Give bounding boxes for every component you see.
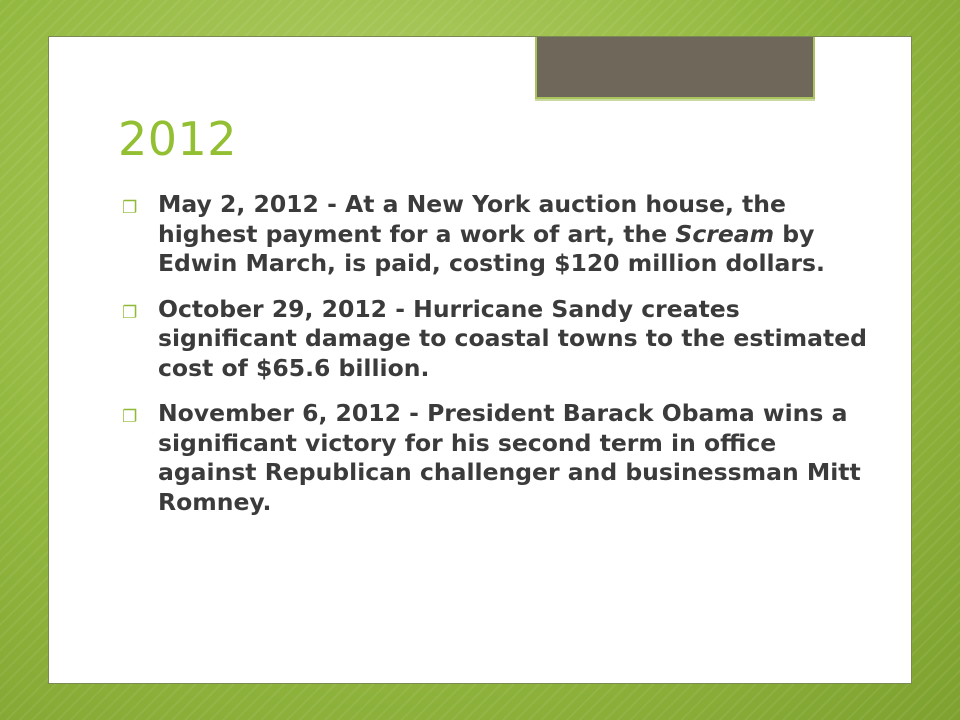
bullet-list [122, 190, 882, 533]
bullet-text-part: May 2, 2012 - At a New York auction house, the highest payment for a work of art, the [158, 190, 786, 248]
bullet-item-auction [122, 190, 882, 279]
square-bullet-icon: ❐ [122, 302, 138, 323]
artwork-title: Scream [675, 219, 775, 248]
decorative-tab [527, 37, 823, 107]
bullet-text: November 6, 2012 - President Barack Obama wins a significant victory for his second term in office against Republican challenger and businessman Mitt Romney. [158, 399, 861, 516]
bullet-item-election [122, 399, 882, 517]
bullet-text: October 29, 2012 - Hurricane Sandy creates significant damage to coastal towns to the estimated cost of $65.6 billion. [158, 294, 867, 382]
bullet-item-hurricane [122, 295, 882, 384]
slide-title: 2012 [118, 112, 238, 166]
square-bullet-icon: ❐ [122, 407, 138, 427]
square-bullet-icon: ❐ [122, 198, 138, 218]
decorative-tab-fill [535, 37, 815, 99]
bullet-text-part: by Edwin March, is paid, costing $120 million dollars. [158, 219, 825, 277]
bullet-text [158, 190, 825, 277]
